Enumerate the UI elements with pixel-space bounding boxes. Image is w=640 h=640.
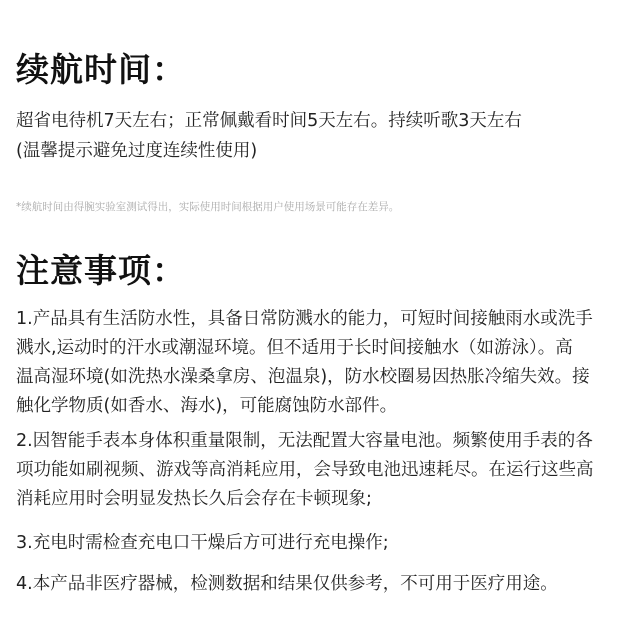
battery-heading: 续航时间：	[16, 50, 186, 89]
notes-heading: 注意事项：	[16, 251, 186, 290]
battery-section	[16, 50, 628, 90]
notes-item-4	[16, 570, 628, 599]
notes-item-1-line-2: 溅水,运动时的汗水或潮湿环境。但不适用于长时间接触水（如游泳）。高	[16, 338, 573, 358]
notes-item-2-line-2: 项功能如刷视频、游戏等高消耗应用，会导致电池迅速耗尽。在运行这些高	[16, 460, 594, 480]
battery-note-wrap	[16, 199, 628, 215]
battery-line-1: 超省电待机7天左右；正常佩戴看时间5天左右。持续听歌3天左右	[16, 111, 522, 131]
battery-line-2: (温馨提示避免过度连续性使用)	[16, 141, 258, 161]
notes-item-3-line-1: 3.充电时需检查充电口干燥后方可进行充电操作;	[16, 533, 389, 553]
battery-details	[16, 106, 628, 166]
notes-item-4-line-1: 4.本产品非医疗器械，检测数据和结果仅供参考，不可用于医疗用途。	[16, 574, 558, 594]
notes-item-2	[16, 427, 628, 514]
notes-item-1-line-1: 1.产品具有生活防水性，具备日常防溅水的能力，可短时间接触雨水或洗手	[16, 309, 593, 329]
notes-item-3	[16, 529, 628, 558]
notes-item-2-line-3: 消耗应用时会明显发热长久后会存在卡顿现象;	[16, 489, 372, 509]
notes-item-1-line-4: 触化学物质(如香水、海水)，可能腐蚀防水部件。	[16, 396, 398, 416]
notes-item-1	[16, 305, 628, 421]
notes-section	[16, 251, 628, 291]
notes-item-1-line-3: 温高湿环境(如洗热水澡桑拿房、泡温泉)，防水校圈易因热胀冷缩失效。接	[16, 367, 590, 387]
battery-note: *续航时间由得腕实验室测试得出，实际使用时间根据用户使用场景可能存在差异。	[16, 201, 400, 213]
notes-item-2-line-1: 2.因智能手表本身体积重量限制，无法配置大容量电池。频繁使用手表的各	[16, 431, 593, 451]
